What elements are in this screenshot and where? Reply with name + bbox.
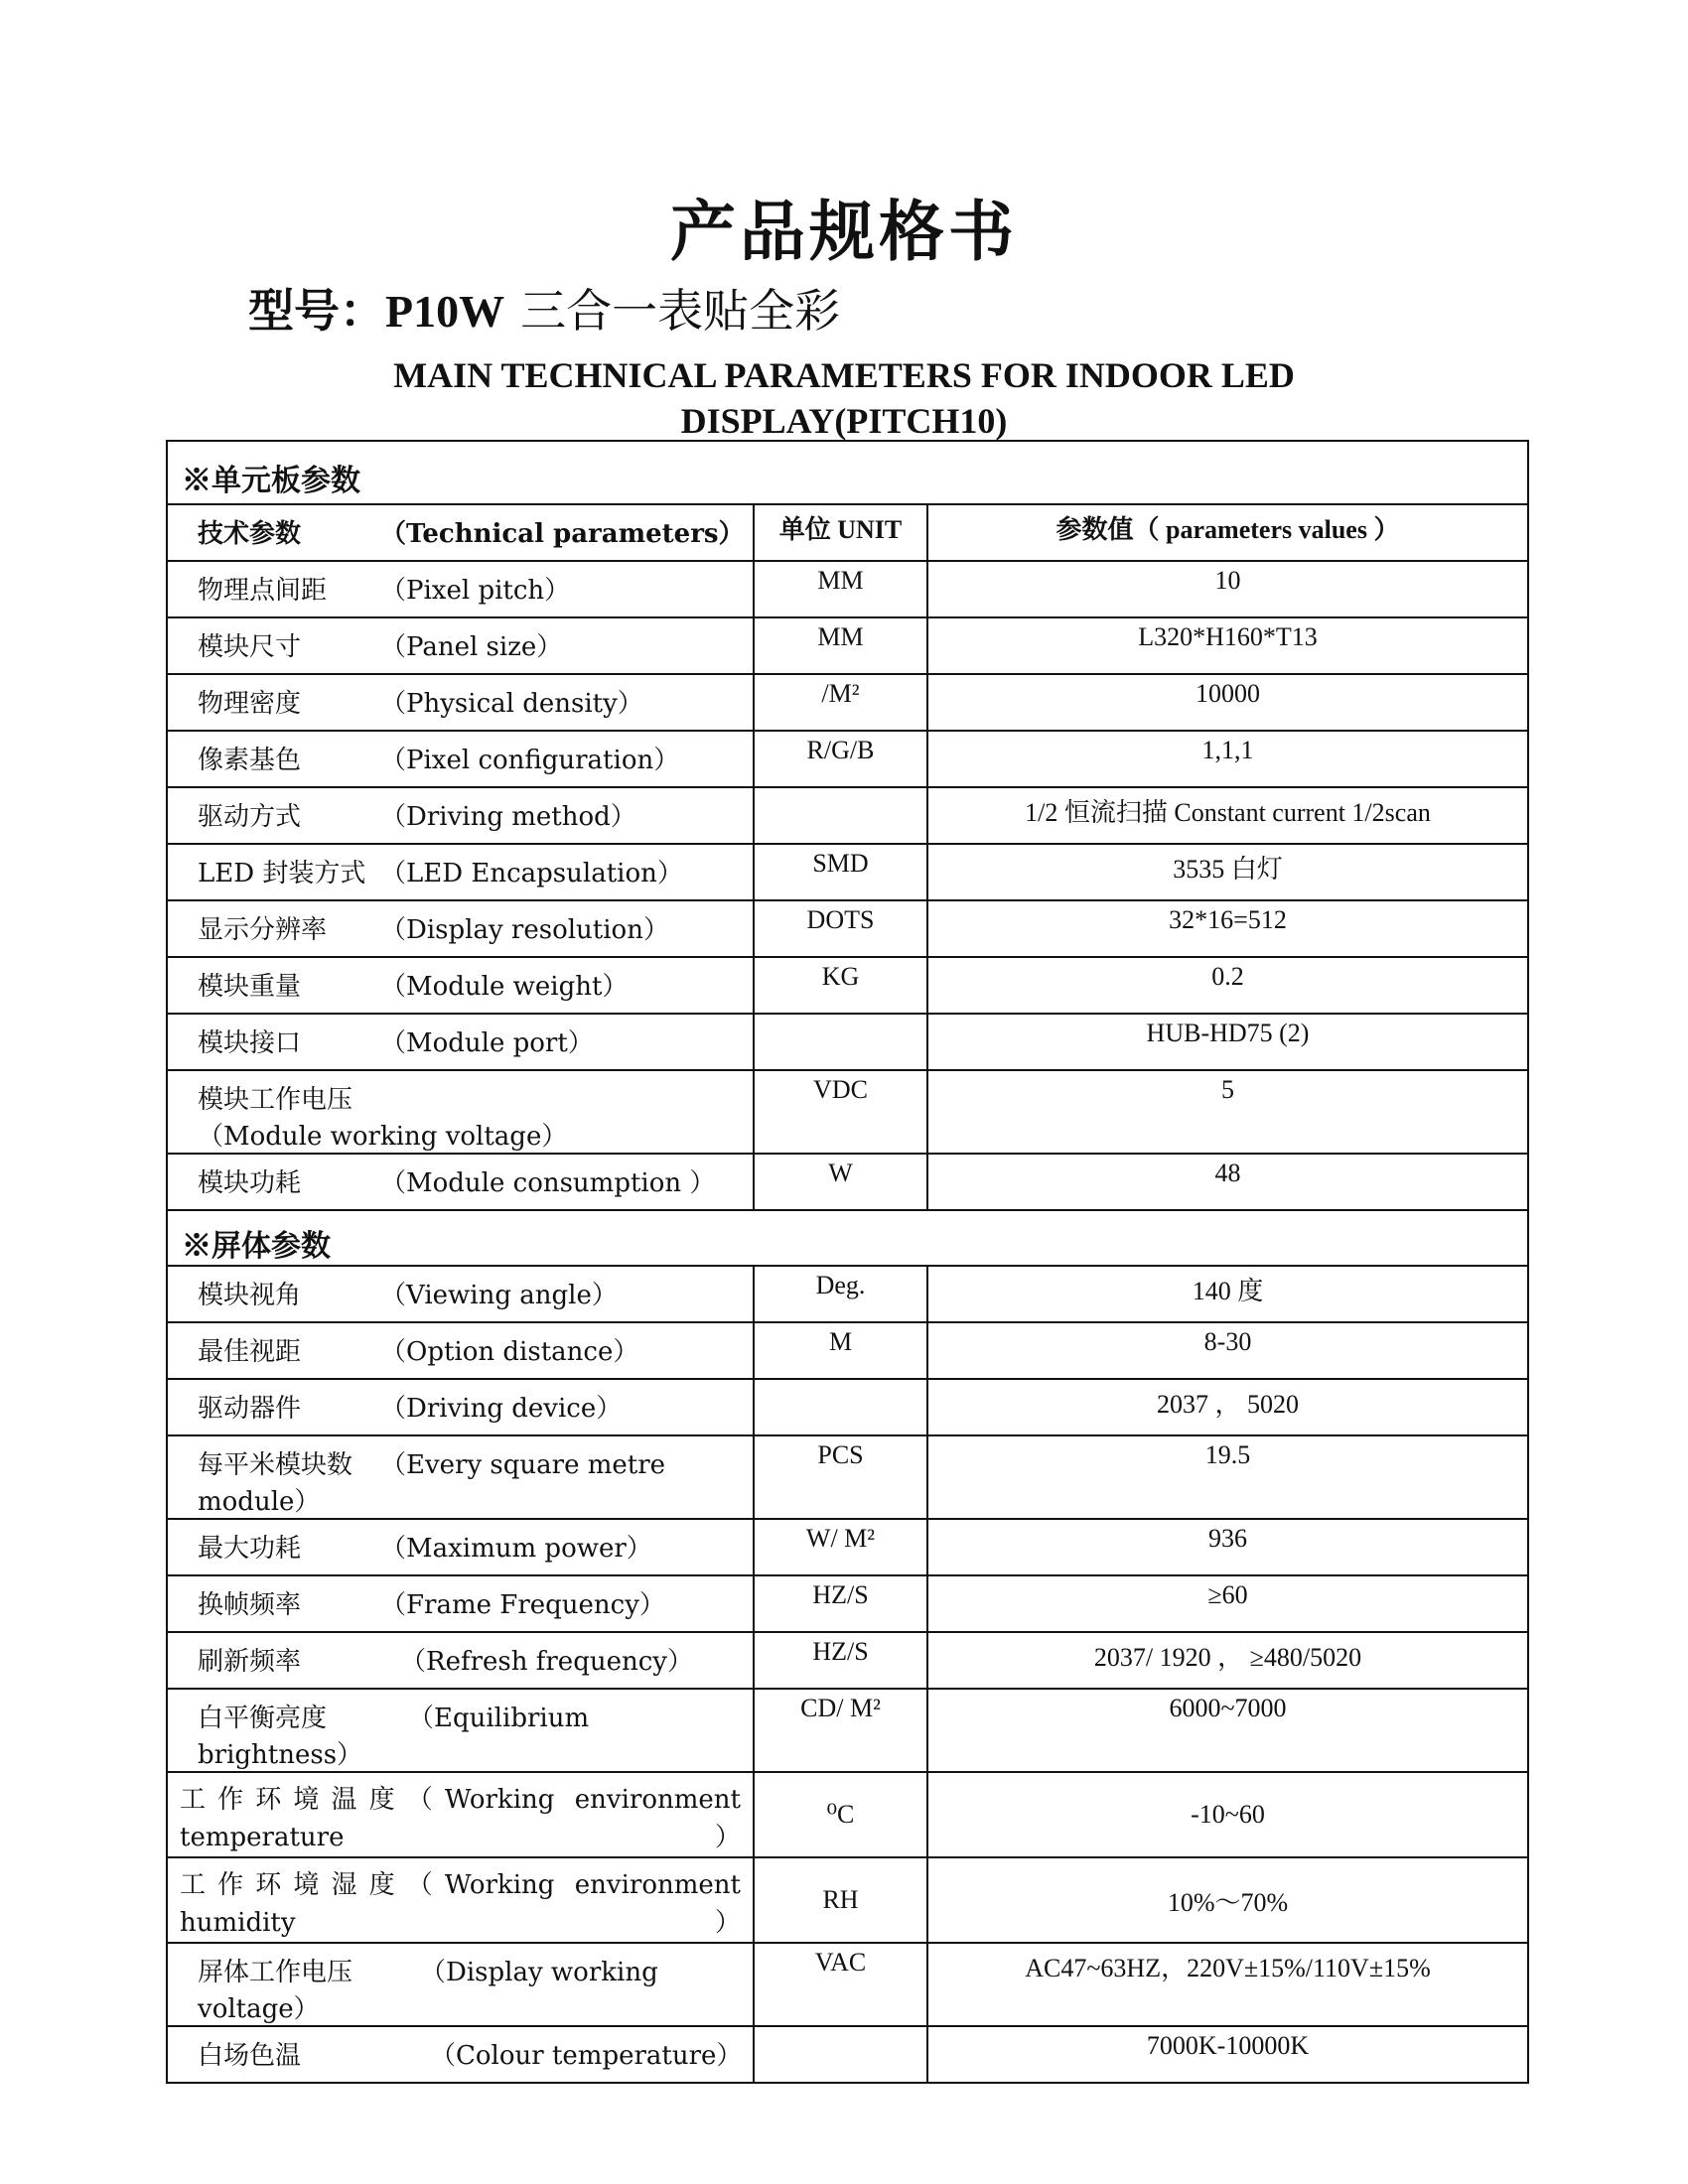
table-row xyxy=(167,1070,1528,1154)
param-en: （Maximum power） xyxy=(380,1534,652,1564)
param-cell xyxy=(167,957,754,1014)
table-row xyxy=(167,674,1528,731)
param-en: （Working environment humidity） xyxy=(180,1870,741,1938)
param-zh: 最大功耗 xyxy=(198,1534,302,1564)
value-cell: 8-30 xyxy=(927,1322,1528,1379)
value-cell: 10 xyxy=(927,561,1528,617)
param-zh: 驱动方式 xyxy=(198,802,302,832)
param-zh: 刷新频率 xyxy=(198,1647,302,1677)
table-row xyxy=(167,1772,1528,1857)
value-cell: 2037 ， 5020 xyxy=(927,1379,1528,1435)
param-zh: 物理点间距 xyxy=(198,576,328,606)
param-en: （Driving device） xyxy=(380,1394,623,1424)
unit-cell: M xyxy=(754,1322,927,1379)
param-cell xyxy=(167,2026,754,2083)
value-cell: HUB-HD75 (2) xyxy=(927,1014,1528,1070)
param-zh: 模块重量 xyxy=(198,972,302,1002)
param-cell xyxy=(167,1857,754,1943)
param-zh: 白平衡亮度 xyxy=(198,1704,328,1733)
unit-cell: HZ/S xyxy=(754,1575,927,1632)
unit-cell xyxy=(754,787,927,844)
value-cell: ≥60 xyxy=(927,1575,1528,1632)
unit-cell xyxy=(754,2026,927,2083)
unit-cell: W xyxy=(754,1154,927,1210)
subtitle-line-2: DISPLAY(PITCH10) xyxy=(680,401,1008,441)
param-en: （Driving method） xyxy=(380,802,636,832)
unit-cell xyxy=(754,1379,927,1435)
table-row xyxy=(167,1689,1528,1772)
unit-cell: /M² xyxy=(754,674,927,731)
param-cell xyxy=(167,1154,754,1210)
table-row xyxy=(167,1154,1528,1210)
param-cell xyxy=(167,1014,754,1070)
value-cell: 32*16=512 xyxy=(927,900,1528,957)
param-cell xyxy=(167,1575,754,1632)
param-en: （Display resolution） xyxy=(380,915,669,945)
header-value: 参数值（ parameters values ） xyxy=(927,504,1528,561)
model-description: 三合一表贴全彩 xyxy=(520,284,841,338)
unit-cell: R/G/B xyxy=(754,731,927,787)
param-cell xyxy=(167,1943,754,2026)
param-cell xyxy=(167,561,754,617)
value-cell: 2037/ 1920 ， ≥480/5020 xyxy=(927,1632,1528,1689)
value-cell: L320*H160*T13 xyxy=(927,617,1528,674)
document-title: 产品规格书 xyxy=(670,193,1018,270)
param-zh: 物理密度 xyxy=(198,689,302,719)
value-cell: 19.5 xyxy=(927,1435,1528,1519)
param-en: （Working environment temperature） xyxy=(180,1785,741,1852)
param-zh: 最佳视距 xyxy=(198,1337,302,1367)
header-param-en: （Technical parameters） xyxy=(380,519,745,549)
section-row xyxy=(167,441,1528,504)
param-zh: LED 封装方式 xyxy=(198,859,366,888)
unit-cell: HZ/S xyxy=(754,1632,927,1689)
param-en: （Every square metre module） xyxy=(198,1450,666,1517)
screen-rows xyxy=(167,1266,1528,2083)
param-zh: 像素基色 xyxy=(198,746,302,775)
value-cell: 3535 白灯 xyxy=(927,844,1528,900)
header-param-zh: 技术参数 xyxy=(198,519,302,549)
param-zh: 模块尺寸 xyxy=(198,632,302,662)
header-row xyxy=(167,504,1528,561)
unit-cell: MM xyxy=(754,561,927,617)
param-zh: 模块工作电压 xyxy=(198,1085,353,1115)
param-zh: 模块视角 xyxy=(198,1281,302,1310)
unit-cell: DOTS xyxy=(754,900,927,957)
unit-cell: W/ M² xyxy=(754,1519,927,1575)
unit-cell: VDC xyxy=(754,1070,927,1154)
param-cell xyxy=(167,1632,754,1689)
model-line xyxy=(248,284,841,338)
unit-board-rows xyxy=(167,561,1528,1210)
param-cell xyxy=(167,674,754,731)
value-cell: 0.2 xyxy=(927,957,1528,1014)
param-en: （Frame Frequency） xyxy=(380,1590,665,1620)
param-cell xyxy=(167,787,754,844)
value-cell: 48 xyxy=(927,1154,1528,1210)
param-cell xyxy=(167,1379,754,1435)
section-heading-screen: ※屏体参数 xyxy=(167,1210,1528,1266)
param-zh: 每平米模块数 xyxy=(198,1450,353,1480)
value-cell: 140 度 xyxy=(927,1266,1528,1322)
param-en: （LED Encapsulation） xyxy=(380,859,683,888)
param-cell xyxy=(167,1772,754,1857)
value-cell: 936 xyxy=(927,1519,1528,1575)
param-zh: 模块功耗 xyxy=(198,1168,302,1198)
param-en: （Module port） xyxy=(380,1028,594,1058)
param-en: （Panel size） xyxy=(380,632,563,662)
value-cell: 10%～70% xyxy=(927,1857,1528,1943)
table-row xyxy=(167,1943,1528,2026)
model-prefix: 型号： xyxy=(248,284,385,338)
value-cell: 7000K-10000K xyxy=(927,2026,1528,2083)
table-row xyxy=(167,2026,1528,2083)
table-row xyxy=(167,844,1528,900)
param-cell xyxy=(167,900,754,957)
param-en: （Module consumption ） xyxy=(380,1168,716,1198)
table-row xyxy=(167,1435,1528,1519)
table-row xyxy=(167,1575,1528,1632)
section-heading-unit-board: ※单元板参数 xyxy=(167,441,1528,504)
param-en: （Pixel pitch） xyxy=(380,576,571,606)
param-zh: 工作环境湿度 xyxy=(180,1870,407,1900)
param-cell xyxy=(167,1266,754,1322)
param-en: （Pixel configuration） xyxy=(380,746,680,775)
param-cell xyxy=(167,1435,754,1519)
unit-cell: Deg. xyxy=(754,1266,927,1322)
value-cell: 10000 xyxy=(927,674,1528,731)
value-cell: AC47~63HZ，220V±15%/110V±15% xyxy=(927,1943,1528,2026)
param-en: （Equilibrium brightness） xyxy=(198,1704,590,1770)
table-row xyxy=(167,1014,1528,1070)
param-cell xyxy=(167,731,754,787)
param-en: （Refresh frequency） xyxy=(400,1647,693,1677)
value-cell: 6000~7000 xyxy=(927,1689,1528,1772)
table-row xyxy=(167,1266,1528,1322)
table-row xyxy=(167,561,1528,617)
table-row xyxy=(167,617,1528,674)
subtitle-line-1: MAIN TECHNICAL PARAMETERS FOR INDOOR LED xyxy=(393,355,1295,395)
table-row xyxy=(167,731,1528,787)
model-code: P10W xyxy=(385,286,505,337)
param-cell xyxy=(167,1070,754,1154)
subtitle xyxy=(0,352,1688,444)
table-row xyxy=(167,1322,1528,1379)
unit-cell: CD/ M² xyxy=(754,1689,927,1772)
table-row xyxy=(167,1857,1528,1943)
table-row xyxy=(167,1632,1528,1689)
param-en: （Module working voltage） xyxy=(198,1122,568,1152)
unit-cell: ⁰C xyxy=(754,1772,927,1857)
header-unit: 单位 UNIT xyxy=(754,504,927,561)
unit-cell: RH xyxy=(754,1857,927,1943)
param-en: （Colour temperature） xyxy=(430,2041,743,2071)
param-cell xyxy=(167,1689,754,1772)
table-row xyxy=(167,787,1528,844)
param-en: （Display working voltage） xyxy=(198,1958,658,2024)
param-cell xyxy=(167,844,754,900)
param-zh: 屏体工作电压 xyxy=(198,1958,353,1987)
param-cell xyxy=(167,1322,754,1379)
table-row xyxy=(167,1379,1528,1435)
value-cell: 1/2 恒流扫描 Constant current 1/2scan xyxy=(927,787,1528,844)
param-zh: 工作环境温度 xyxy=(180,1785,407,1815)
unit-cell: VAC xyxy=(754,1943,927,2026)
param-cell xyxy=(167,617,754,674)
param-en: （Viewing angle） xyxy=(380,1281,618,1310)
value-cell: 5 xyxy=(927,1070,1528,1154)
param-en: （Option distance） xyxy=(380,1337,639,1367)
value-cell: -10~60 xyxy=(927,1772,1528,1857)
param-zh: 模块接口 xyxy=(198,1028,302,1058)
unit-cell xyxy=(754,1014,927,1070)
table-row xyxy=(167,957,1528,1014)
param-cell xyxy=(167,1519,754,1575)
value-cell: 1,1,1 xyxy=(927,731,1528,787)
unit-cell: KG xyxy=(754,957,927,1014)
param-zh: 换帧频率 xyxy=(198,1590,302,1620)
table-row xyxy=(167,1519,1528,1575)
param-zh: 驱动器件 xyxy=(198,1394,302,1424)
param-en: （Module weight） xyxy=(380,972,629,1002)
param-zh: 白场色温 xyxy=(198,2041,302,2071)
unit-cell: SMD xyxy=(754,844,927,900)
section-row xyxy=(167,1210,1528,1266)
spec-table xyxy=(166,440,1529,2084)
unit-cell: MM xyxy=(754,617,927,674)
unit-cell: PCS xyxy=(754,1435,927,1519)
param-en: （Physical density） xyxy=(380,689,643,719)
table-row xyxy=(167,900,1528,957)
param-zh: 显示分辨率 xyxy=(198,915,328,945)
header-param xyxy=(167,504,754,561)
